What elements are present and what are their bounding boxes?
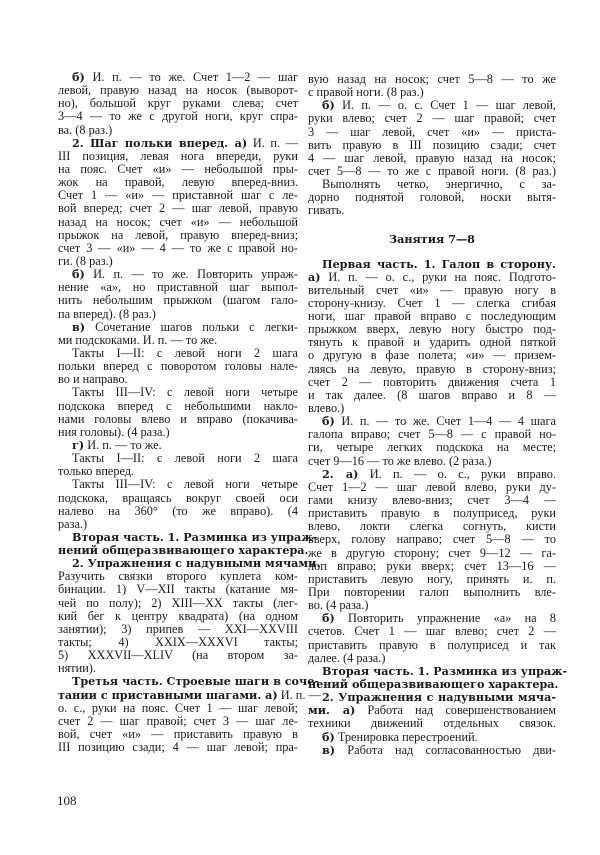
bold-run: б) xyxy=(322,611,335,626)
text-run: о другую в фазе полета; «и» — призем- xyxy=(308,348,556,363)
text-run: вой вперед; счет 2 — шаг левой, правую xyxy=(58,201,298,216)
text-run: гами книзу влево-вниз; счет 3—4 — xyxy=(308,493,556,508)
bold-run: б) xyxy=(322,98,335,113)
text-run: приставить правую в полуприсед, руки xyxy=(308,506,556,521)
bold-run: ми. а) xyxy=(308,703,356,718)
text-run: нение «а», но приставной шаг выпол- xyxy=(58,280,298,295)
bold-run: нений общеразвивающего характера. xyxy=(58,543,309,558)
text-run: III позиция, левая нога впереди, руки xyxy=(58,148,298,163)
bold-run: 2. Упражнения с надувными мяча- xyxy=(322,690,556,705)
text-run: такты; 4) XXIX—XXXVI такты; xyxy=(58,635,298,650)
text-run: счет 5—8 — то же с правой ноги. (8 раз.) xyxy=(308,163,556,178)
text-run: приставить правую в полуприсед и так xyxy=(308,637,556,652)
text-line xyxy=(308,191,556,204)
text-run: ва. (8 раз.) xyxy=(58,122,113,137)
text-run: ноги, шаг правой вправо с последующим xyxy=(308,309,556,324)
text-run: И. п. — то же. Повторить упраж- xyxy=(84,267,298,282)
text-run: нить небольшим прыжком (шагом гало- xyxy=(58,293,298,308)
text-run: 5) XXXVII—XLIV (на втором за- xyxy=(58,648,298,663)
text-run: Работа над согласованностью дви- xyxy=(335,742,556,757)
text-run: техники движений отдельных связок. xyxy=(308,716,556,731)
text-run: Такты I—II: с левой ноги 2 шага xyxy=(72,451,298,466)
bold-run: Вторая часть. 1. Разминка из упраж- xyxy=(72,529,318,544)
text-run: нятии). xyxy=(58,661,96,676)
text-run: влево, локти слегка согнуть, кисти xyxy=(308,519,556,534)
right-column-top xyxy=(308,73,556,218)
text-run: влево.) xyxy=(308,401,345,416)
page-number: 108 xyxy=(57,793,77,808)
text-run: лоп вправо; руки вверх; счет 13—16 — xyxy=(308,558,556,573)
text-run: Такты I—II: с левой ноги 2 шага xyxy=(72,345,298,360)
text-run: прыжком вверх, левую ногу быстро под- xyxy=(308,322,556,337)
text-run: только вперед. xyxy=(58,464,135,479)
text-run: ги. (8 раз.) xyxy=(58,253,113,268)
bold-run: Первая часть. 1. Галоп в сторону. xyxy=(322,256,556,271)
bold-run: б) xyxy=(322,414,335,429)
right-column-bottom xyxy=(308,256,568,757)
text-run: подскока вперед с небольшими накло- xyxy=(58,398,298,413)
text-run: счет 2 — шаг правой; счет 3 — шаг ле- xyxy=(58,713,298,728)
text-run: И. п. — о. с., руки вправо. xyxy=(358,466,556,481)
text-run: вить правую в III позицию сзади; счет xyxy=(308,137,556,152)
text-run: прыжок на левой, правую вперед-вниз; xyxy=(58,227,298,242)
text-run: Такты III—IV: с левой ноги четыре xyxy=(72,385,298,400)
text-run: При повторении галоп выполнить вле- xyxy=(308,585,556,600)
text-run: жок на правой, левую вперед-вниз. xyxy=(58,175,298,190)
bold-run: 2. Шаг польки вперед. а) xyxy=(72,135,248,150)
text-run: на пояс. Счет «и» — небольшой пры- xyxy=(58,161,298,176)
section-heading: Занятия 7—8 xyxy=(389,232,475,246)
text-run: Повторить упражнение «а» на 8 xyxy=(334,611,556,626)
bold-run: 2. Упражнения с надувными мячами. xyxy=(72,556,321,571)
text-run: во. (4 раза.) xyxy=(308,598,369,613)
text-run: ния головы). (4 раза.) xyxy=(58,424,170,439)
bold-run: Третья часть. Строевые шаги в соче- xyxy=(72,674,319,689)
text-run: И. п. — xyxy=(277,687,321,702)
text-run: ми подскоками. И. п. — то же. xyxy=(58,332,218,347)
text-run: счет 9—16 — то же влево. (2 раза.) xyxy=(308,453,492,468)
text-run: руки влево; счет 2 — шаг правой; счет xyxy=(308,111,556,126)
text-run: Тренировка перестроений. xyxy=(334,729,478,744)
text-run: польки вперед с поворотом головы нале- xyxy=(58,359,298,374)
text-run: но), большой круг руками слева; счет xyxy=(58,96,298,111)
bold-run: Вторая часть. 1. Разминка из упраж- xyxy=(322,663,568,678)
text-run: занятии); 3) припев — XXI—XXVIII xyxy=(58,621,298,636)
text-run: 3 — шаг левой, счет «и» — приста- xyxy=(308,124,556,139)
bold-run: г) xyxy=(72,437,85,452)
text-run: о. с., руки на пояс. Счет 1 — шаг левой; xyxy=(58,700,298,715)
text-run: галопа вправо; счет 5—8 — с правой но- xyxy=(308,427,556,442)
text-run: Выполнять четко, энергично, с за- xyxy=(322,177,556,192)
text-run: приставить левую ногу, принять и. п. xyxy=(308,571,556,586)
text-run: Разучить связки второго куплета ком- xyxy=(58,569,298,584)
bold-run: тании с приставными шагами. а) xyxy=(58,687,278,702)
text-run: И. п. — то же. xyxy=(84,437,162,452)
bold-run: б) xyxy=(72,70,85,84)
text-run: вой, счет «и» — приставить правую в xyxy=(58,727,298,742)
text-run: и так далее. (8 шагов вправо и 8 — xyxy=(308,387,556,402)
text-run: Счет 1 — «и» — приставной шаг с ле- xyxy=(58,188,298,203)
text-run: вую назад на носок; счет 5—8 — то же xyxy=(308,72,556,86)
text-run: назад на носок; счет «и» — небольшой xyxy=(58,214,298,229)
text-run: И. п. — xyxy=(247,135,298,150)
text-run: И. п. — о. с., руки на пояс. Подгото- xyxy=(320,269,556,284)
text-run: с правой ноги. (8 раз.) xyxy=(308,85,424,100)
text-run: счет 3 — «и» — 4 — то же с правой но- xyxy=(58,240,298,255)
text-run: далее. (4 раза.) xyxy=(308,650,386,665)
text-run: Сочетание шагов польки с легки- xyxy=(85,319,298,334)
text-run: па вперед). (8 раз.) xyxy=(58,306,156,321)
text-run: сторону-книзу. Счет 1 — слегка сгибая xyxy=(308,295,556,310)
left-column xyxy=(58,70,321,755)
text-run: чей по полу); 2) XIII—XX такты (лег- xyxy=(58,595,298,610)
text-run: дорно поднятой головой, носки вытя- xyxy=(308,190,556,205)
text-run: бинации. 1) V—XII такты (катание мя- xyxy=(58,582,298,597)
bold-run: в) xyxy=(72,319,86,334)
text-run: раза.) xyxy=(58,516,88,531)
text-run: нами головы влево и вправо (покачива- xyxy=(58,411,298,426)
bold-run: б) xyxy=(322,729,335,744)
text-run: ги, четыре легких подскока на месте; xyxy=(308,440,556,455)
text-run: счетов. Счет 1 — шаг влево; счет 2 — xyxy=(308,624,556,639)
text-run: И. п. — о. с. Счет 1 — шаг левой, xyxy=(334,98,556,113)
text-run: 4 — шаг левой, правую назад на носок; xyxy=(308,150,556,165)
text-line xyxy=(308,389,556,402)
text-run: левой, правую назад на носок (выворот- xyxy=(58,83,298,98)
text-run: тянуть к правой и ударить одной пяткой xyxy=(308,335,556,350)
bold-run: а) xyxy=(308,269,321,284)
text-line xyxy=(58,741,298,754)
text-run: И. п. — то же. Счет 1—4 — 4 шага xyxy=(334,414,556,429)
bold-run: 2. а) xyxy=(322,466,359,481)
text-run: ляясь на левую, правую в сторону-вниз; xyxy=(308,361,556,376)
text-run: вительный счет «и» — правую ногу в xyxy=(308,282,556,297)
text-run: И. п. — то же. Счет 1—2 — шаг xyxy=(84,70,298,84)
bold-run: б) xyxy=(72,267,85,282)
bold-run: нений общеразвивающего характера. xyxy=(308,677,559,691)
text-run: гивать. xyxy=(308,203,345,218)
text-line xyxy=(58,505,298,518)
text-run: III позицию сзади; 4 — шаг левой; пра- xyxy=(58,740,298,755)
text-run: Такты III—IV: с левой ноги четыре xyxy=(72,477,298,492)
text-run: вверх, голову направо; счет 5—8 — то xyxy=(308,532,556,547)
section-heading-wrap xyxy=(308,233,556,246)
text-run: налево на 360° (то же вправо). (4 xyxy=(58,503,298,518)
text-run: 3—4 — то же с другой ноги, круг спра- xyxy=(58,109,298,124)
text-run: Работа над совершенствованием xyxy=(355,703,556,718)
text-run: счет 2 — повторить движения счета 1 xyxy=(308,374,556,389)
text-line xyxy=(308,744,556,757)
text-run: во и направо. xyxy=(58,372,128,387)
text-run: подскока, вращаясь вокруг своей оси xyxy=(58,490,298,505)
text-run: же в другую сторону; счет 9—12 — га- xyxy=(308,545,556,560)
text-line xyxy=(308,204,556,217)
text-run: кий бег к центру квадрата) (на одном xyxy=(58,608,298,623)
bold-run: в) xyxy=(322,742,336,757)
text-run: Счет 1—2 — шаг левой влево, руки ду- xyxy=(308,479,556,494)
